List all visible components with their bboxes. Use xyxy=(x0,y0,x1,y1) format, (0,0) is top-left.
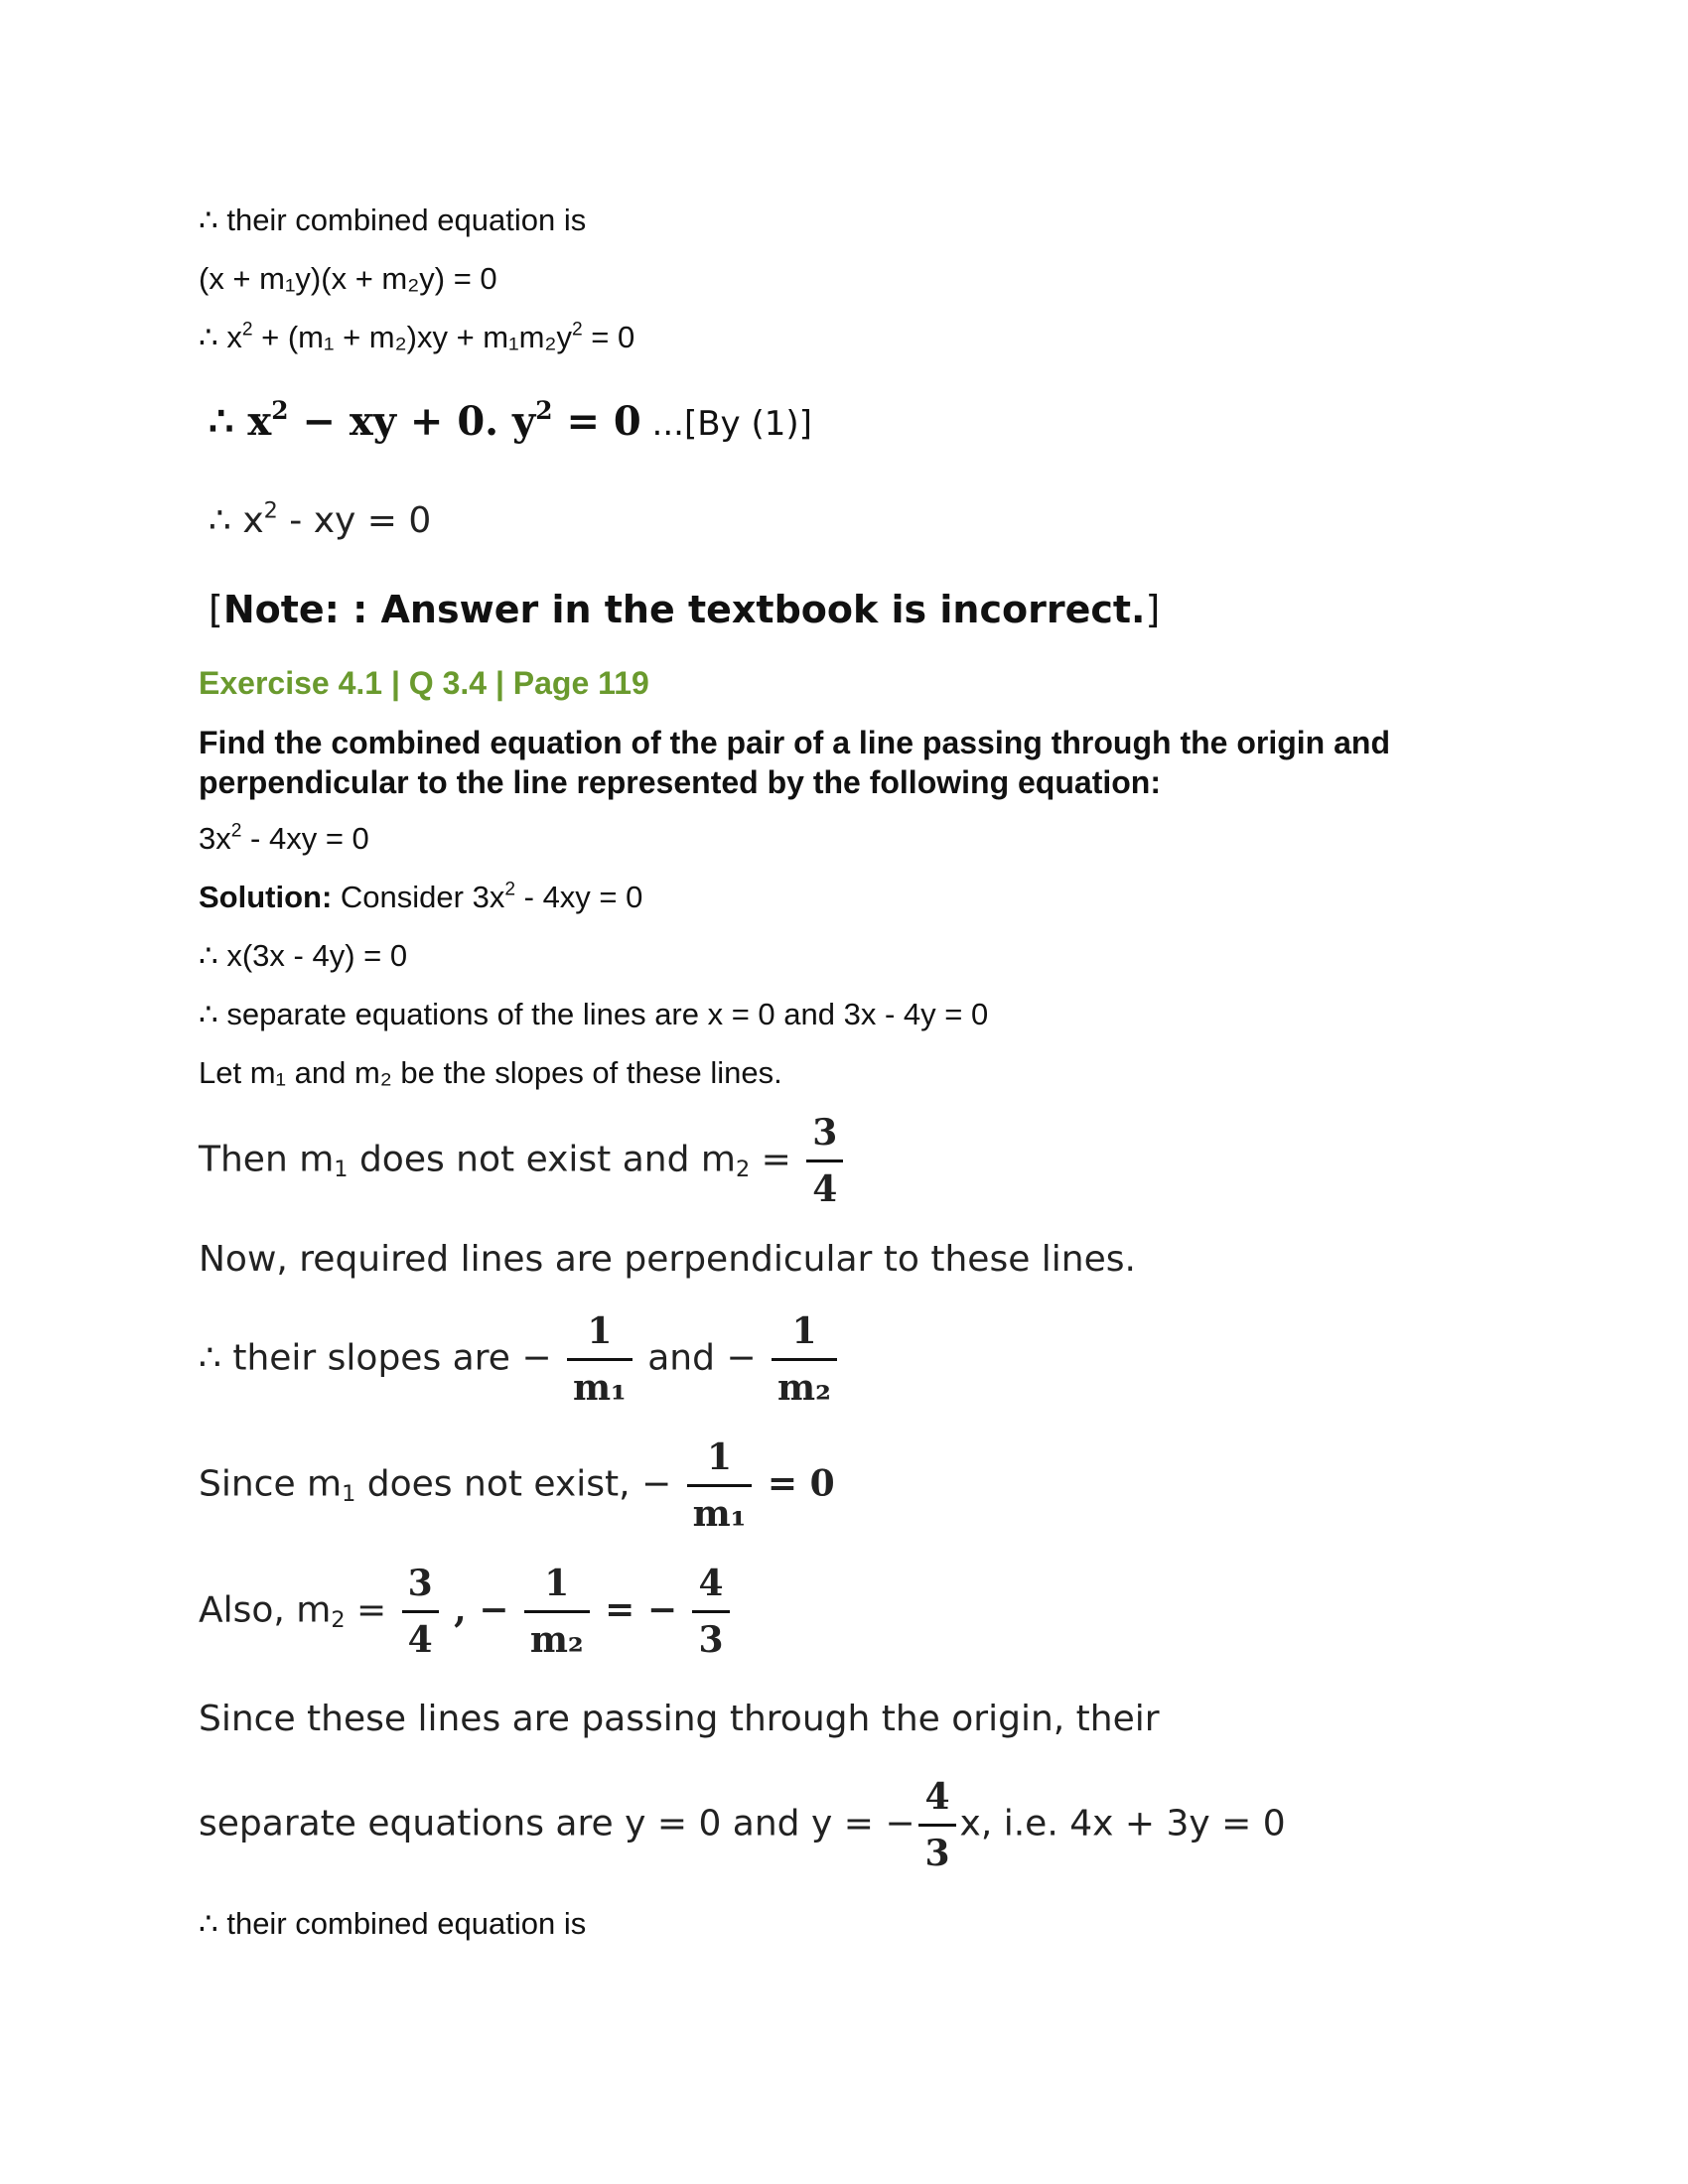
origin-statement: Since these lines are passing through the origin, their xyxy=(199,1699,1160,1739)
factored-equation: ∴ x(3x - 4y) = 0 xyxy=(199,938,408,973)
fraction-three-quarters-b: $\frac{3}{4}$ xyxy=(402,1561,439,1663)
exercise-heading: Exercise 4.1 | Q 3.4 | Page 119 xyxy=(199,665,649,701)
fraction-one-over-m1-b: $\frac{1}{\text{m₁}}$ xyxy=(687,1434,753,1537)
fraction-one-over-m2: $\frac{1}{\text{m₂}}$ xyxy=(772,1308,837,1411)
solution-label: Solution: xyxy=(199,880,333,914)
m1-not-exist: Since $m_1$ does not exist, − $\frac{1}{\text{m₁}}$ = 0 xyxy=(199,1436,835,1535)
textbook-note: [Note: : Answer in the textbook is incorrect.] xyxy=(209,588,1161,631)
separate-equations: ∴ separate equations of the lines are x = 0 and 3x - 4y = 0 xyxy=(199,997,989,1031)
fraction-three-quarters: $\frac{3}{4}$ xyxy=(806,1110,843,1212)
question-text: Find the combined equation of the pair of a line passing through the origin and perpendicular to the line represented by the following equation: xyxy=(199,725,1390,800)
fraction-one-over-m1: $\frac{1}{\text{m₁}}$ xyxy=(567,1308,633,1411)
combined-equation-intro: ∴ their combined equation is xyxy=(199,203,587,237)
m2-computation: Also, $m_2$ = $\frac{3}{4}$ , − $\frac{1}{\text{m₂}}$ = − $\frac{4}{3}$ xyxy=(199,1561,734,1663)
fraction-four-thirds: $\frac{4}{3}$ xyxy=(692,1561,729,1663)
slopes-definition: Let m₁ and m₂ be the slopes of these lines. xyxy=(199,1055,782,1090)
combined-equation-intro-2: ∴ their combined equation is xyxy=(199,1906,587,1941)
fraction-one-over-m2-b: $\frac{1}{\text{m₂}}$ xyxy=(524,1561,590,1663)
fraction-four-thirds-b: $\frac{4}{3}$ xyxy=(918,1774,955,1876)
perpendicular-slopes: ∴ their slopes are − $\frac{1}{\text{m₁}}$ and − $\frac{1}{\text{m₂}}$ xyxy=(199,1308,841,1411)
final-equation-xy: ∴ $x^2$ - xy = 0 xyxy=(209,497,432,541)
expanded-equation: ∴ $x^2 + (m_1 + m_2)xy + m_1m_2y^2 = 0$ xyxy=(199,319,635,354)
slopes-values: Then $m_1$ does not exist and $m_2$ = $\frac{3}{4}$ xyxy=(199,1110,847,1212)
substituted-equation: ∴ $x^2$ − xy + 0. $y^2 = 0$ ...[By (1)] xyxy=(209,395,812,445)
product-equation: (x + m₁y)(x + m₂y) = 0 xyxy=(199,261,497,296)
question-equation: $3x^2 - 4xy = 0$ xyxy=(199,820,369,856)
solution-start: Solution: Consider $3x^2 - 4xy = 0$ xyxy=(199,879,643,914)
perpendicular-statement: Now, required lines are perpendicular to these lines. xyxy=(199,1239,1136,1280)
separate-equations-through-origin: separate equations are y = 0 and y = − $\frac{4}{3}$ x, i.e. 4x + 3y = 0 xyxy=(199,1776,1286,1874)
